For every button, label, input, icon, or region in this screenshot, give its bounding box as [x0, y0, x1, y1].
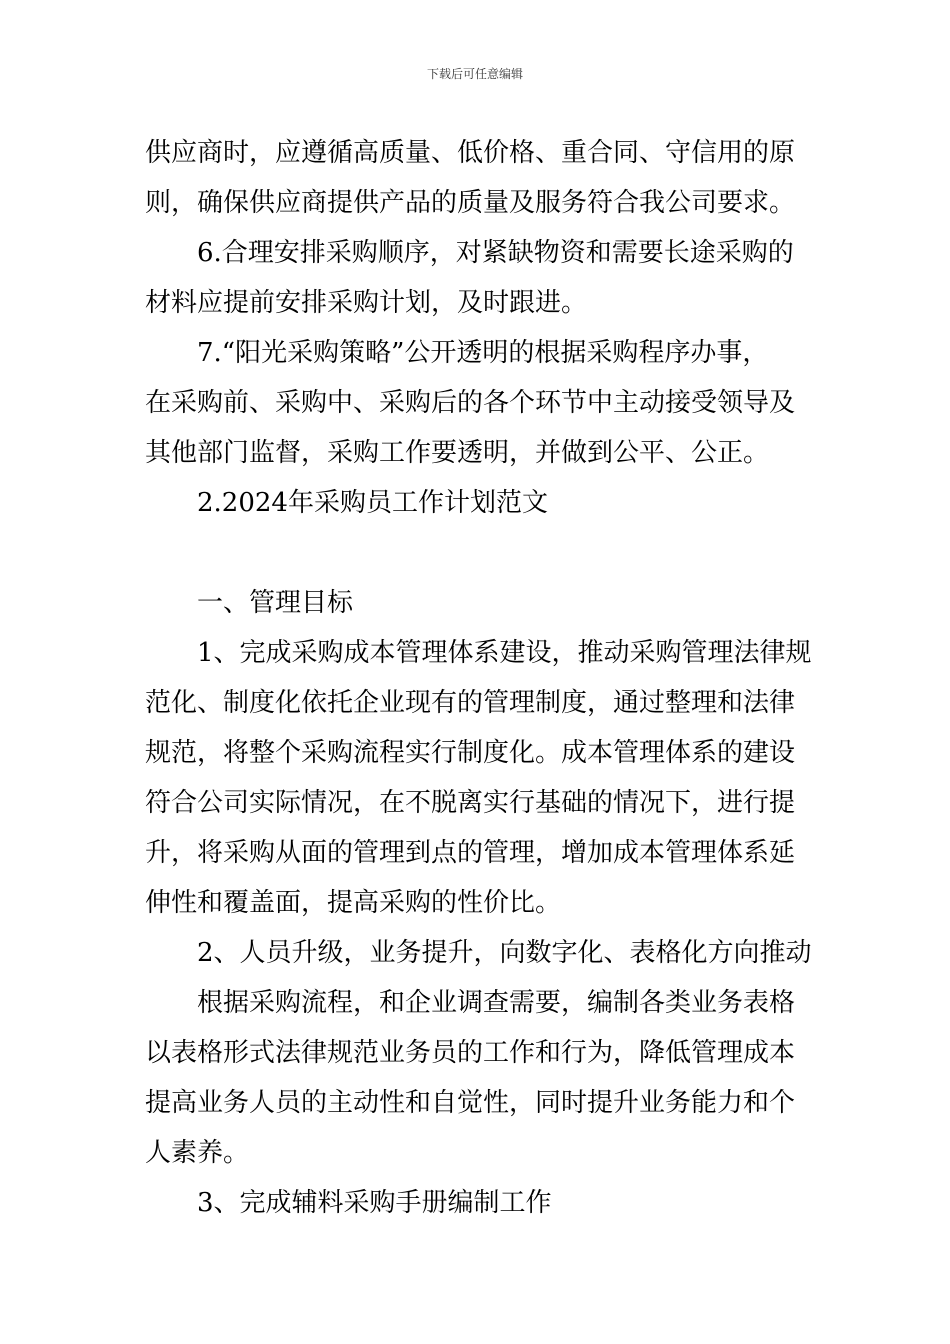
section-title: 2.2024年采购员工作计划范文 — [197, 488, 548, 518]
paragraph-line: 供应商时，应遵循高质量、低价格、重合同、守信用的原 — [145, 138, 796, 168]
paragraph-line: 7.“阳光采购策略”公开透明的根据采购程序办事， — [197, 338, 769, 368]
paragraph-line: 伸性和覆盖面，提高采购的性价比。 — [145, 888, 562, 918]
paragraph-line: 在采购前、采购中、采购后的各个环节中主动接受领导及 — [145, 388, 796, 418]
paragraph-line: 范化、制度化依托企业现有的管理制度，通过整理和法律 — [145, 688, 796, 718]
section-heading: 一、管理目标 — [197, 588, 354, 618]
paragraph-line: 升，将采购从面的管理到点的管理，增加成本管理体系延 — [145, 838, 796, 868]
document-body — [145, 128, 810, 1228]
page-header: 下载后可任意编辑 — [426, 67, 523, 81]
paragraph-line: 1、完成采购成本管理体系建设，推动采购管理法律规 — [197, 638, 812, 668]
blank-line — [145, 528, 810, 578]
paragraph-line: 以表格形式法律规范业务员的工作和行为，降低管理成本 — [145, 1038, 796, 1068]
paragraph-line: 则，确保供应商提供产品的质量及服务符合我公司要求。 — [145, 188, 796, 218]
paragraph-line: 人素养。 — [145, 1138, 250, 1168]
paragraph-line: 材料应提前安排采购计划，及时跟进。 — [145, 288, 588, 318]
paragraph-line: 6.合理安排采购顺序，对紧缺物资和需要长途采购的 — [197, 238, 794, 268]
paragraph-line: 3、完成辅料采购手册编制工作 — [197, 1188, 552, 1218]
paragraph-line: 其他部门监督，采购工作要透明，并做到公平、公正。 — [145, 438, 770, 468]
paragraph-line: 2、人员升级，业务提升，向数字化、表格化方向推动 — [197, 938, 812, 968]
paragraph-line: 符合公司实际情况，在不脱离实行基础的情况下，进行提 — [145, 788, 796, 818]
paragraph-line: 提高业务人员的主动性和自觉性，同时提升业务能力和个 — [145, 1088, 796, 1118]
paragraph-line: 规范，将整个采购流程实行制度化。成本管理体系的建设 — [145, 738, 796, 768]
paragraph-line: 根据采购流程，和企业调查需要，编制各类业务表格 — [197, 988, 796, 1018]
